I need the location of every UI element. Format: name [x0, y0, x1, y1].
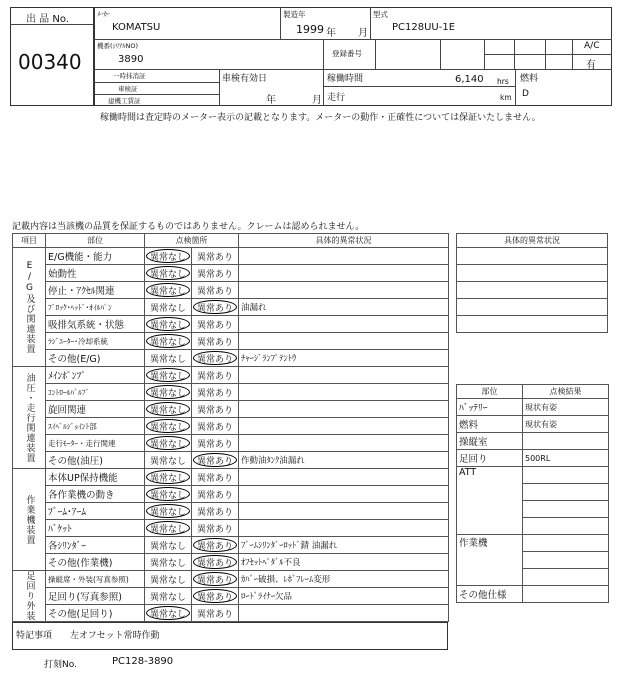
option-issue[interactable]	[192, 435, 239, 452]
selected-circle-icon	[146, 249, 190, 263]
option-no-issue-label: 異常なし	[149, 269, 186, 280]
detail-text	[239, 367, 449, 384]
selected-circle-icon	[146, 606, 190, 620]
detail-text	[239, 384, 449, 401]
selected-circle-icon	[146, 317, 190, 331]
part-name: 停止・ｱｸｾﾙ関連	[46, 282, 145, 299]
category-label: 油圧・走行関連装置	[13, 367, 46, 469]
option-issue-label: 異常あり	[196, 422, 233, 433]
option-no-issue-label: 異常なし	[149, 320, 186, 331]
option-issue[interactable]	[192, 316, 239, 333]
option-issue[interactable]	[192, 299, 239, 316]
option-issue-label: 異常あり	[196, 507, 233, 518]
hours-note: 稼働時間は査定時のメーター表示の記載となります。メーターの動作・正確性については保証いたしません。	[100, 113, 541, 123]
results-value: 500RL	[523, 450, 609, 467]
part-name: 走行ﾓｰﾀｰ・走行関連	[46, 435, 145, 452]
category-label: E/G及び関連装置	[13, 248, 46, 367]
option-issue-label: 異常あり	[196, 303, 233, 314]
part-name: 各ｼﾘﾝﾀﾞｰ	[46, 537, 145, 554]
table-row	[13, 265, 449, 282]
results-row	[457, 450, 609, 467]
selected-circle-icon	[146, 504, 190, 518]
option-no-issue-label: 異常なし	[149, 541, 186, 552]
ac-label: A/C	[584, 41, 600, 51]
table-row	[13, 350, 449, 367]
option-no-issue[interactable]	[145, 452, 192, 469]
remarks-value: 左オフセット常時作動	[70, 631, 160, 641]
option-no-issue-label: 異常なし	[149, 490, 186, 501]
option-no-issue[interactable]	[145, 333, 192, 350]
option-issue[interactable]	[192, 469, 239, 486]
option-no-issue[interactable]	[145, 520, 192, 537]
table-row	[13, 588, 449, 605]
serial-label: 機番(ｼﾘｱﾙNO)	[97, 42, 139, 50]
detail-text	[239, 418, 449, 435]
option-no-issue-label: 異常なし	[149, 507, 186, 518]
option-issue[interactable]	[192, 452, 239, 469]
option-no-issue[interactable]	[145, 503, 192, 520]
results-part: 燃料	[457, 416, 523, 433]
table-row	[13, 333, 449, 350]
selected-circle-icon	[193, 351, 237, 365]
reg-label: 登録番号	[332, 49, 362, 58]
option-no-issue-label: 異常なし	[149, 456, 186, 467]
option-no-issue-label: 異常なし	[149, 371, 186, 382]
table-row	[13, 401, 449, 418]
option-no-issue[interactable]	[145, 537, 192, 554]
travel-label: 走行	[327, 93, 346, 103]
detail-text: ﾁｬｰｼﾞﾗﾝﾌﾟﾃﾝﾄｳ	[239, 350, 449, 367]
option-no-issue-label: 異常なし	[149, 303, 186, 314]
part-name: 旋回関連	[46, 401, 145, 418]
detail-text: 作動油ﾀﾝｸ油漏れ	[239, 452, 449, 469]
selected-circle-icon	[146, 368, 190, 382]
right-detail-row	[457, 299, 608, 316]
option-no-issue[interactable]	[145, 605, 192, 622]
option-issue-label: 異常あり	[196, 609, 233, 620]
selected-circle-icon	[193, 538, 237, 552]
right-detail-title: 具体的異常状況	[457, 234, 608, 248]
col-part: 部位	[46, 234, 145, 248]
work-label: 作業機	[457, 535, 523, 586]
detail-text	[239, 265, 449, 282]
lot-number: 00340	[18, 50, 82, 74]
category-label: 足回り外装	[13, 571, 46, 622]
table-row	[13, 299, 449, 316]
table-row	[13, 367, 449, 384]
option-issue-label: 異常あり	[196, 592, 233, 603]
part-name: 各作業機の動き	[46, 486, 145, 503]
month-unit: 月	[358, 28, 368, 39]
maker-value: KOMATSU	[112, 22, 161, 33]
option-issue-label: 異常あり	[196, 388, 233, 399]
option-no-issue-label: 異常なし	[149, 439, 186, 450]
hours-unit: hrs	[497, 77, 509, 86]
model-label: 型式	[373, 10, 388, 19]
detail-text	[239, 469, 449, 486]
hours-label: 稼働時間	[327, 74, 364, 84]
option-issue[interactable]	[192, 571, 239, 588]
option-no-issue-label: 異常なし	[149, 286, 186, 297]
detail-text: ﾌﾞｰﾑｼﾘﾝﾀﾞｰﾛｯﾄﾞ錆 油漏れ	[239, 537, 449, 554]
option-issue[interactable]	[192, 588, 239, 605]
detail-text	[239, 605, 449, 622]
stamp-value: PC128-3890	[112, 656, 174, 667]
option-no-issue[interactable]	[145, 418, 192, 435]
option-no-issue[interactable]	[145, 282, 192, 299]
results-value: 現状有姿	[523, 399, 609, 416]
other-spec-label: その他仕様	[457, 586, 523, 603]
table-row	[13, 316, 449, 333]
option-issue-label: 異常あり	[196, 252, 233, 263]
option-issue-label: 異常あり	[196, 473, 233, 484]
table-row	[13, 486, 449, 503]
option-issue[interactable]	[192, 605, 239, 622]
part-name: 吸排気系統・状態	[46, 316, 145, 333]
part-name: その他(足回り)	[46, 605, 145, 622]
results-row	[457, 433, 609, 450]
detail-text	[239, 486, 449, 503]
part-name: ｺﾝﾄﾛｰﾙﾊﾞﾙﾌﾞ	[46, 384, 145, 401]
option-issue[interactable]	[192, 401, 239, 418]
option-issue[interactable]	[192, 333, 239, 350]
detail-text	[239, 401, 449, 418]
right-detail-row	[457, 316, 608, 333]
option-no-issue-label: 異常なし	[149, 337, 186, 348]
right-detail-table	[456, 233, 608, 333]
serial-value: 3890	[118, 54, 144, 65]
table-row	[13, 554, 449, 571]
option-no-issue[interactable]	[145, 384, 192, 401]
option-issue-label: 異常あり	[196, 371, 233, 382]
option-no-issue-label: 異常なし	[149, 592, 186, 603]
part-name: ﾒｲﾝﾎﾟﾝﾌﾟ	[46, 367, 145, 384]
option-issue-label: 異常あり	[196, 456, 233, 467]
insp-year-unit: 年	[266, 95, 276, 106]
option-issue[interactable]	[192, 265, 239, 282]
year-label: 製造年	[283, 10, 306, 19]
col-check: 点検箇所	[145, 234, 239, 248]
part-name: ﾊﾞｹｯﾄ	[46, 520, 145, 537]
selected-circle-icon	[146, 385, 190, 399]
detail-text	[239, 248, 449, 265]
option-no-issue[interactable]	[145, 350, 192, 367]
option-issue-label: 異常あり	[196, 320, 233, 331]
option-no-issue[interactable]	[145, 435, 192, 452]
option-no-issue[interactable]	[145, 469, 192, 486]
option-no-issue[interactable]	[145, 554, 192, 571]
selected-circle-icon	[193, 300, 237, 314]
part-name: ﾗｼﾞｴｰﾀｰ･冷却系統	[46, 333, 145, 350]
option-issue-label: 異常あり	[196, 269, 233, 280]
category-label: 作業機装置	[13, 469, 46, 571]
option-issue-label: 異常あり	[196, 490, 233, 501]
selected-circle-icon	[193, 555, 237, 569]
option-no-issue[interactable]	[145, 401, 192, 418]
detail-text	[239, 333, 449, 350]
selected-circle-icon	[146, 283, 190, 297]
inspection-table	[12, 233, 449, 622]
option-no-issue[interactable]	[145, 248, 192, 265]
selected-circle-icon	[193, 453, 237, 467]
option-issue-label: 異常あり	[196, 337, 233, 348]
option-issue[interactable]	[192, 537, 239, 554]
selected-circle-icon	[146, 266, 190, 280]
maker-label: ﾒｰｶｰ	[97, 10, 110, 18]
results-part: 操縦室	[457, 433, 523, 450]
option-no-issue-label: 異常なし	[149, 388, 186, 399]
detail-text	[239, 520, 449, 537]
option-issue[interactable]	[192, 554, 239, 571]
option-no-issue-label: 異常なし	[149, 252, 186, 263]
model-value: PC128UU-1E	[392, 22, 456, 33]
option-issue[interactable]	[192, 367, 239, 384]
right-detail-row	[457, 248, 608, 265]
fuel-value: D	[522, 89, 529, 99]
table-row	[13, 605, 449, 622]
year-unit: 年	[326, 28, 336, 39]
right-detail-row	[457, 265, 608, 282]
table-row	[13, 384, 449, 401]
option-issue-label: 異常あり	[196, 575, 233, 586]
results-part: ﾊﾞｯﾃﾘｰ	[457, 399, 523, 416]
option-no-issue[interactable]	[145, 588, 192, 605]
option-issue[interactable]	[192, 486, 239, 503]
detail-text: 油漏れ	[239, 299, 449, 316]
option-no-issue-label: 異常なし	[149, 422, 186, 433]
part-name: ｽｲﾍﾞﾙｼﾞｮｲﾝﾄ部	[46, 418, 145, 435]
table-row	[13, 537, 449, 554]
hours-value: 6,140	[455, 74, 484, 85]
results-col-part: 部位	[457, 385, 523, 399]
option-issue[interactable]	[192, 520, 239, 537]
cert-construction: 建機工賃証	[108, 97, 141, 105]
part-name: 本体UP保持機能	[46, 469, 145, 486]
selected-circle-icon	[193, 572, 237, 586]
detail-text	[239, 282, 449, 299]
option-no-issue-label: 異常なし	[149, 405, 186, 416]
option-issue[interactable]	[192, 503, 239, 520]
option-no-issue-label: 異常なし	[149, 609, 186, 620]
km-unit: km	[500, 93, 512, 102]
table-row	[13, 469, 449, 486]
table-header-row	[13, 234, 449, 248]
table-row	[13, 282, 449, 299]
lot-label: 出 品 No.	[26, 14, 69, 25]
option-no-issue[interactable]	[145, 316, 192, 333]
results-col-result: 点検結果	[523, 385, 609, 399]
results-row	[457, 416, 609, 433]
part-name: 始動性	[46, 265, 145, 282]
detail-text	[239, 435, 449, 452]
results-row	[457, 399, 609, 416]
table-row	[13, 571, 449, 588]
option-no-issue-label: 異常なし	[149, 575, 186, 586]
results-part: 足回り	[457, 450, 523, 467]
part-name: E/G機能・能力	[46, 248, 145, 265]
fuel-label: 燃料	[520, 74, 539, 84]
selected-circle-icon	[146, 521, 190, 535]
option-issue[interactable]	[192, 384, 239, 401]
detail-text	[239, 503, 449, 520]
stamp-label: 打刻No.	[44, 660, 77, 670]
cert-temp: 一時抹消証	[113, 72, 146, 80]
part-name: その他(作業機)	[46, 554, 145, 571]
option-issue[interactable]	[192, 248, 239, 265]
part-name: ﾌﾞｰﾑ･ｱｰﾑ	[46, 503, 145, 520]
selected-circle-icon	[146, 334, 190, 348]
insp-month-unit: 月	[312, 95, 322, 106]
option-issue-label: 異常あり	[196, 354, 233, 365]
part-name: その他(油圧)	[46, 452, 145, 469]
selected-circle-icon	[146, 419, 190, 433]
option-no-issue-label: 異常なし	[149, 473, 186, 484]
ac-value: 有	[586, 60, 596, 71]
selected-circle-icon	[146, 487, 190, 501]
option-no-issue[interactable]	[145, 571, 192, 588]
part-name: 足回り(写真参照)	[46, 588, 145, 605]
option-no-issue[interactable]	[145, 265, 192, 282]
option-issue-label: 異常あり	[196, 286, 233, 297]
col-item: 項目	[13, 234, 46, 248]
selected-circle-icon	[146, 436, 190, 450]
option-issue-label: 異常あり	[196, 439, 233, 450]
option-issue-label: 異常あり	[196, 558, 233, 569]
col-detail: 具体的異常状況	[239, 234, 449, 248]
detail-text: ﾛｰﾄﾞﾗｲﾅｰ欠品	[239, 588, 449, 605]
results-table	[456, 384, 609, 603]
selected-circle-icon	[146, 470, 190, 484]
option-issue[interactable]	[192, 282, 239, 299]
detail-text: ｵﾌｾｯﾄﾍﾟﾀﾞﾙ不良	[239, 554, 449, 571]
option-issue[interactable]	[192, 350, 239, 367]
att-label: ATT	[457, 467, 523, 535]
selected-circle-icon	[193, 589, 237, 603]
option-no-issue[interactable]	[145, 486, 192, 503]
option-no-issue[interactable]	[145, 367, 192, 384]
part-name: ﾌﾞﾛｯｸ･ﾍｯﾄﾞ･ｵｲﾙﾊﾟﾝ	[46, 299, 145, 316]
part-name: その他(E/G)	[46, 350, 145, 367]
detail-text	[239, 316, 449, 333]
option-issue-label: 異常あり	[196, 541, 233, 552]
option-no-issue-label: 異常なし	[149, 354, 186, 365]
table-row	[13, 435, 449, 452]
detail-text: ｶﾊﾞｰ破損、ﾚﾎﾞﾌﾚｰﾑ変形	[239, 571, 449, 588]
results-value: 現状有姿	[523, 416, 609, 433]
remarks-label: 特記事項	[16, 631, 53, 641]
table-row	[13, 418, 449, 435]
option-issue-label: 異常あり	[196, 405, 233, 416]
option-no-issue-label: 異常なし	[149, 558, 186, 569]
part-name: 操縦席・外装(写真参照)	[46, 571, 145, 588]
option-no-issue[interactable]	[145, 299, 192, 316]
option-issue[interactable]	[192, 418, 239, 435]
right-detail-row	[457, 282, 608, 299]
inspection-label: 車検有効日	[222, 74, 268, 84]
table-row	[13, 248, 449, 265]
table-row	[13, 452, 449, 469]
results-value	[523, 433, 609, 450]
option-no-issue-label: 異常なし	[149, 524, 186, 535]
year-value: 1999	[296, 23, 324, 36]
disclaimer: 記載内容は当該機の品質を保証するものではありません。クレームは認められません。	[12, 222, 365, 232]
cert-inspection: 車検証	[118, 85, 138, 93]
selected-circle-icon	[146, 402, 190, 416]
table-row	[13, 503, 449, 520]
option-issue-label: 異常あり	[196, 524, 233, 535]
table-row	[13, 520, 449, 537]
